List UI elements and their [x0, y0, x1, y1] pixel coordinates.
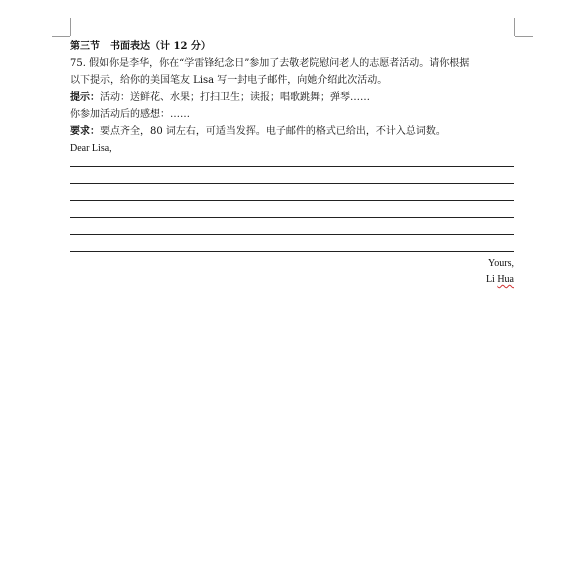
letter-closing	[486, 256, 514, 288]
crop-mark-top-left-horizontal	[52, 36, 70, 37]
answer-line[interactable]	[70, 251, 514, 252]
answer-line[interactable]	[70, 183, 514, 184]
hint-text: 活动：送鲜花、水果；打扫卫生；读报；唱歌跳舞；弹琴……	[100, 92, 370, 103]
requirement-text: 要点齐全，80 词左右，可适当发挥。电子邮件的格式已给出，不计入总词数。	[100, 126, 446, 137]
salutation: Dear Lisa,	[70, 143, 112, 154]
signature-last-spellcheck: Hua	[497, 274, 514, 285]
requirement-label: 要求：	[70, 126, 100, 137]
answer-line[interactable]	[70, 200, 514, 201]
answer-line[interactable]	[70, 217, 514, 218]
signature-first: Li	[485, 274, 498, 285]
prompt-line-1: 75. 假如你是李华，你在“学雷锋纪念日”参加了去敬老院慰问老人的志愿者活动。请你根据	[70, 58, 470, 69]
document-body	[70, 38, 514, 157]
answer-line[interactable]	[70, 234, 514, 235]
hint-label: 提示：	[70, 92, 100, 103]
feeling-line: 你参加活动后的感想：……	[70, 109, 190, 120]
crop-mark-top-left-vertical	[70, 18, 71, 36]
answer-line[interactable]	[70, 166, 514, 167]
crop-mark-top-right-vertical	[514, 18, 515, 36]
requirement-line	[70, 123, 514, 140]
crop-mark-top-right-horizontal	[515, 36, 533, 37]
closing-yours: Yours,	[488, 258, 514, 269]
closing-signature	[486, 272, 514, 288]
prompt-line-2: 以下提示，给你的美国笔友 Lisa 写一封电子邮件，向她介绍此次活动。	[70, 75, 388, 86]
section-heading: 第三节 书面表达（计 12 分）	[70, 41, 211, 52]
hint-line	[70, 89, 514, 106]
answer-lines[interactable]	[70, 166, 514, 268]
